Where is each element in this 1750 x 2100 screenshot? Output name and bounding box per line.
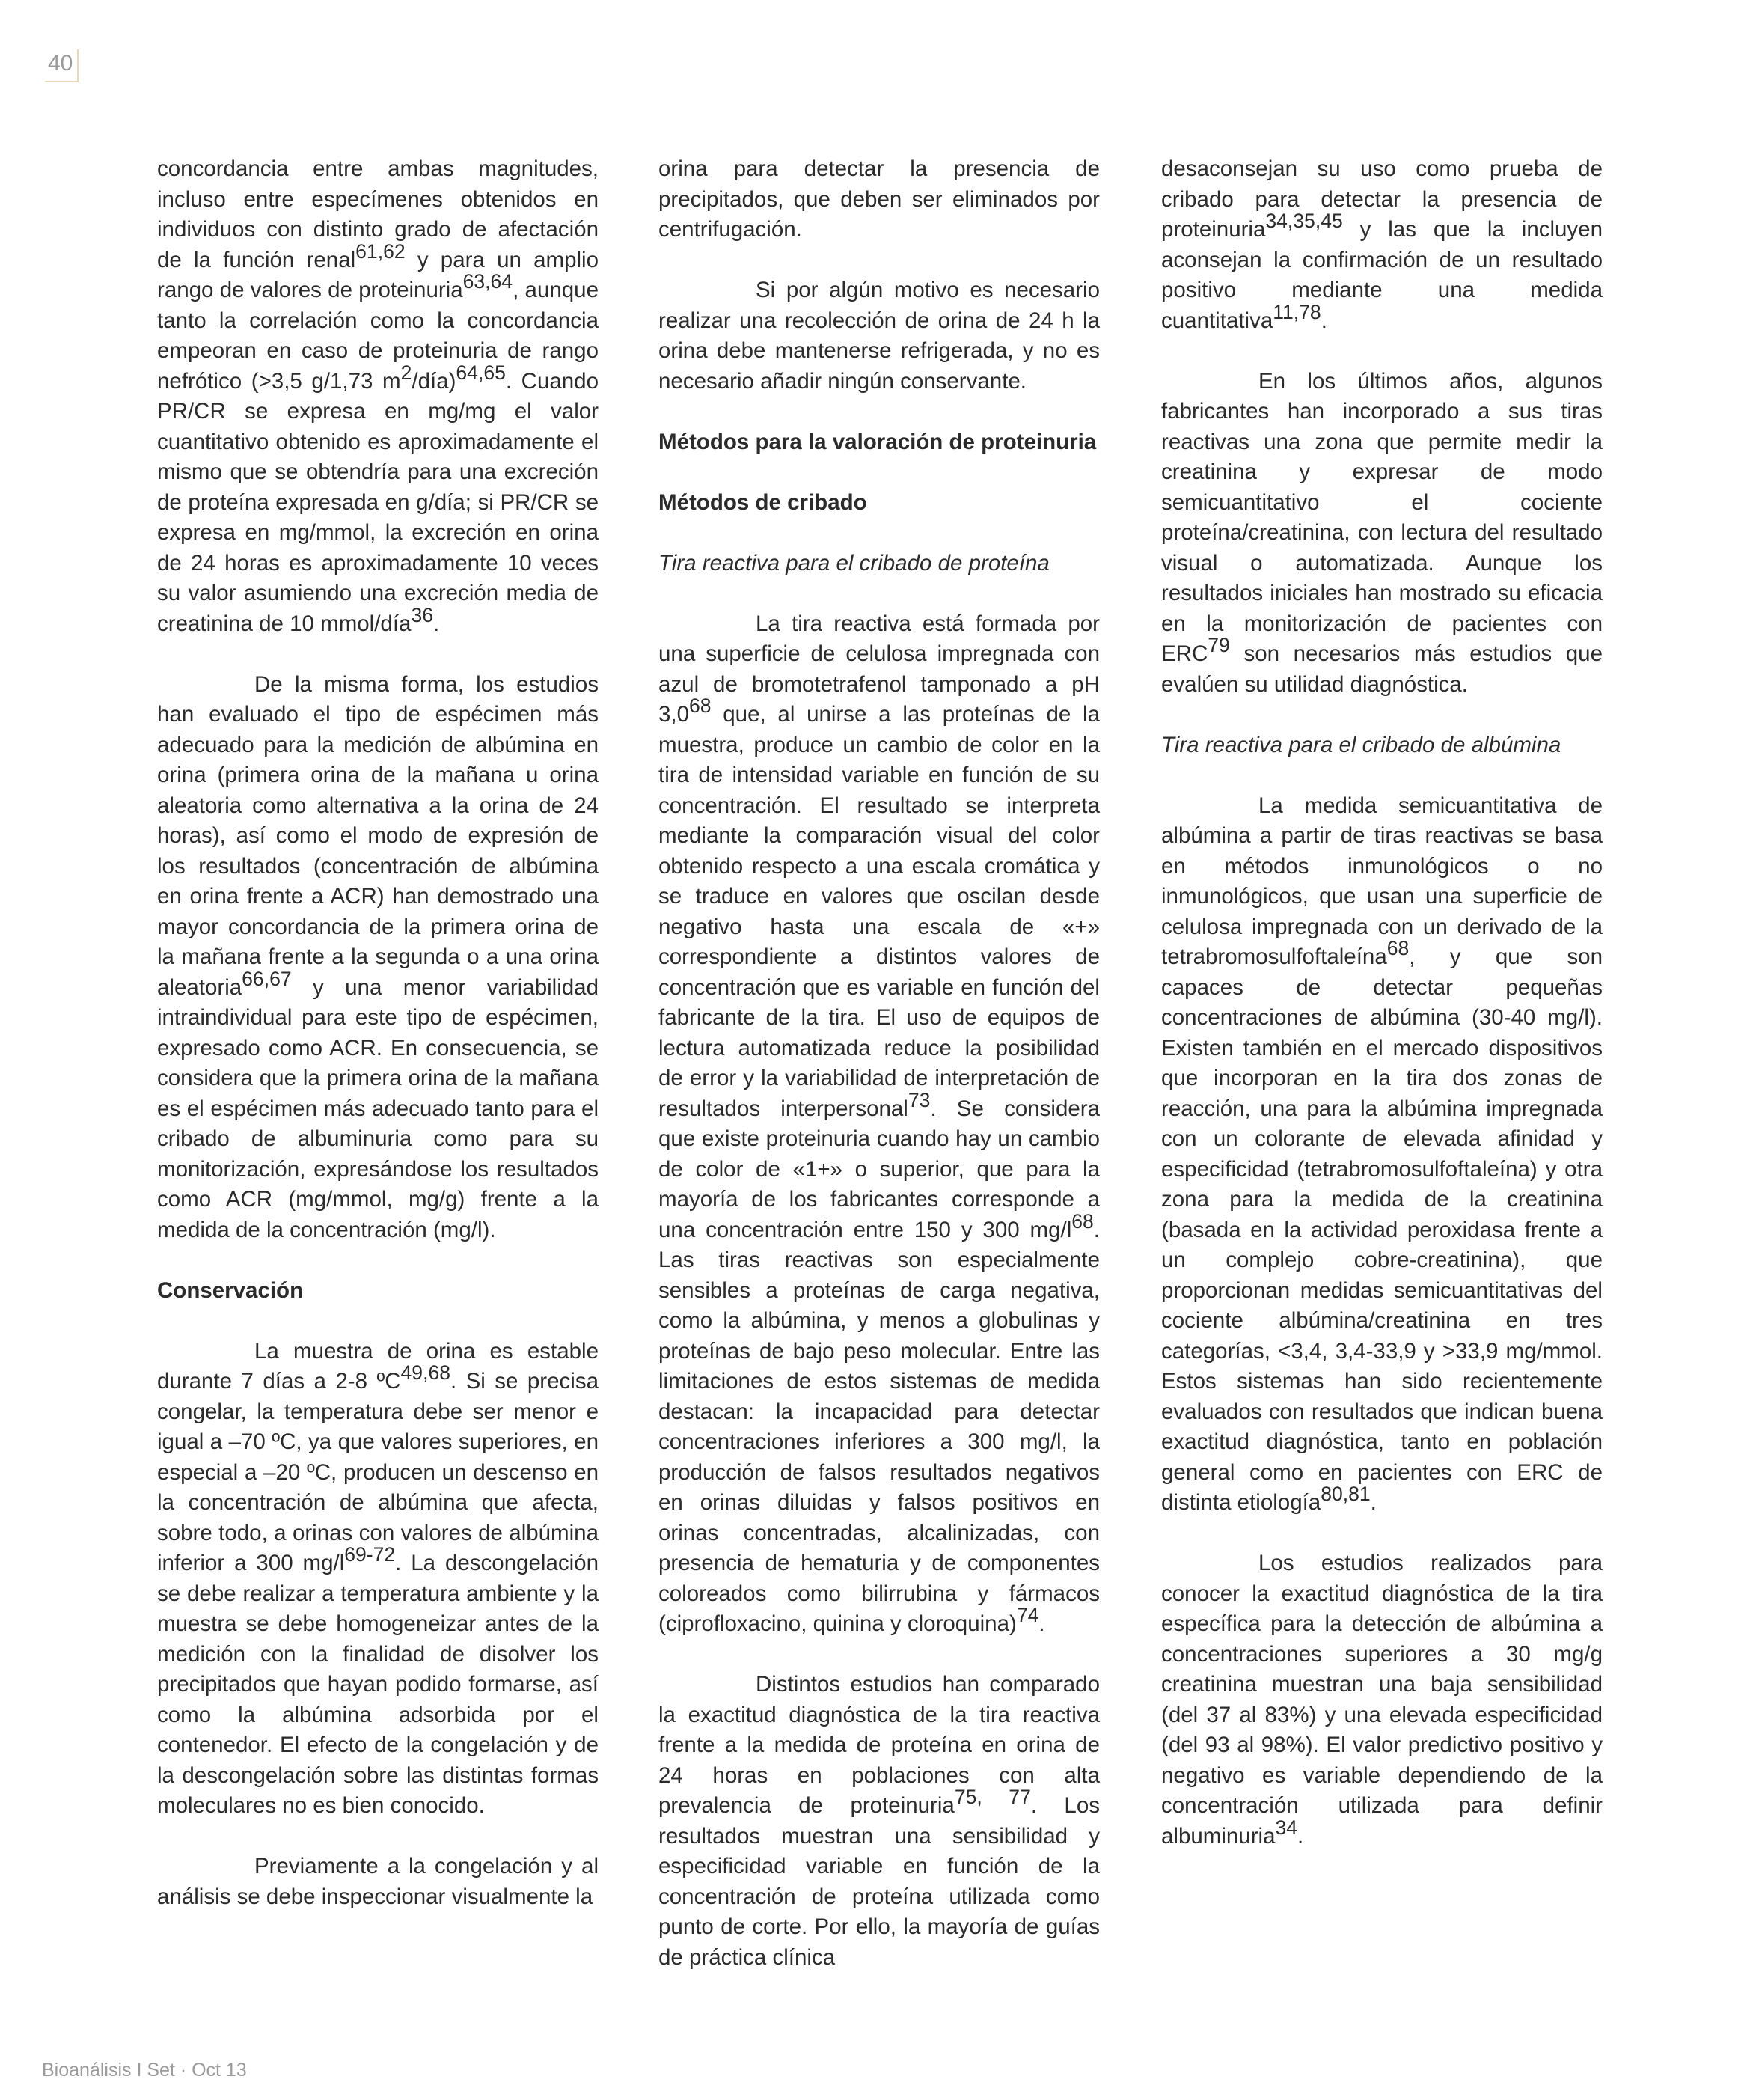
text-column-2 bbox=[658, 154, 1100, 2003]
footer-journal-info: Bioanálisis I Set · Oct 13 bbox=[42, 2060, 247, 2081]
paragraph: Los estudios realizados para conocer la exactitud diagnóstica de la tira específica para la detección de albúmina a concentraciones superiores a 30 mg/g creatinina muestran una baja sensibilidad (del 37 al 83%) y una elevada especificidad (del 93 al 98%). El valor predictivo positivo y negativo es variable dependiendo de la concentración utilizada para definir albuminuria$^{34}$. bbox=[1161, 1551, 1603, 1849]
citation: 36 bbox=[411, 603, 433, 626]
citation: 63,64 bbox=[462, 270, 513, 293]
paragraph: La muestra de orina es estable durante 7 días a 2-8 ºC$^{49,68}$. Si se precisa congelar, la temperatura debe ser menor e igual a –70 ºC, ya que valores superiores, en especial a –20 ºC, producen un descenso en la concentración de albúmina que afecta, sobre todo, a orinas con valores de albúmina inferior a 300 $mg/l^{69-72}$. La descongelación se debe realizar a temperatura ambiente y la muestra se debe homogeneizar antes de la medición con la finalidad de disolver los precipitados que hayan podido formarse, así como la albúmina adsorbida por el contenedor. El efecto de la congelación y de la descongelación sobre las distintas formas moleculares no es bien conocido. bbox=[157, 1338, 599, 1818]
paragraph: desaconsejan su uso como prueba de cribado para detectar la presencia de proteinuria$^{34,35,45}$ y las que la incluyen aconsejan la confirmación de un resultado positivo mediante una medida cuantitativa$^{11,78}$. bbox=[1161, 156, 1603, 333]
citation: 34,35,45 bbox=[1265, 210, 1343, 233]
citation: 73 bbox=[908, 1088, 931, 1111]
citation: 68 bbox=[1071, 1209, 1094, 1233]
paragraph: De la misma forma, los estudios han evaluado el tipo de espécimen más adecuado para la medición de albúmina en orina (primera orina de la mañana u orina aleatoria como alternativa a la orina de 24 horas), así como el modo de expresión de los resultados (concentración de albúmina en orina frente a ACR) han demostrado una mayor concordancia de la primera orina de la mañana frente a la segunda o a una orina aleatoria$^{66,67}$ y una menor variabilidad intraindividual para este tipo de espécimen, expresado como ACR. En consecuencia, se considera que la primera orina de la mañana es el espécimen más adecuado tanto para el cribado de albuminuria como para su monitorización, expresándose los resultados como ACR (mg/mmol, mg/g) frente a la medida de la concentración (mg/l). bbox=[157, 671, 599, 1242]
section-heading: Conservación bbox=[157, 1278, 304, 1303]
citation: 49,68 bbox=[400, 1361, 450, 1385]
subsubsection-heading: Tira reactiva para el cribado de proteína bbox=[658, 550, 1050, 576]
text-column-1 bbox=[157, 154, 599, 1943]
superscript: 2 bbox=[400, 361, 412, 384]
paragraph: La tira reactiva está formada por una superficie de celulosa impregnada con azul de bromotetrafenol tamponado a pH $3,0^{68}$ que, al unirse a las proteínas de la muestra, produce un cambio de color en la tira de intensidad variable en función de su concentración. El resultado se interpreta mediante la comparación visual del color obtenido respecto a una escala cromática y se traduce en valores que oscilan desde negativo hasta una escala de «+» correspondiente a distintos valores de concentración que es variable en función del fabricante de la tira. El uso de equipos de lectura automatizada reduce la posibilidad de error y la variabilidad de interpretación de resultados interpersonal$^{73}$. Se considera que existe proteinuria cuando hay un cambio de color de «1+» o superior, que para la mayoría de los fabricantes corresponde a una concentración entre 150 y 300 $mg/l^{68}$. Las tiras reactivas son especialmente sensibles a proteínas de carga negativa, como la albúmina, y menos a globulinas y proteínas de bajo peso molecular. Entre las limitaciones de estos sistemas de medida destacan: la incapacidad para detectar concentraciones inferiores a 300 mg/l, la producción de falsos resultados negativos en orinas diluidas y falsos positivos en orinas concentradas, alcalinizadas, con presencia de hematuria y de componentes coloreados como bilirrubina y fármacos (ciprofloxacino, quinina y cloroquina)$^{74}$. bbox=[658, 611, 1100, 1636]
citation: 68 bbox=[689, 695, 712, 718]
page-number: 40 bbox=[45, 49, 79, 82]
citation: 66,67 bbox=[242, 967, 292, 990]
paragraph: En los últimos años, algunos fabricantes han incorporado a sus tiras reactivas una zona que permite medir la creatinina y expresar de modo semicuantitativo el cociente proteína/creatinina, con lectura del resultado visual o automatizada. Aunque los resultados iniciales han mostrado su eficacia en la monitorización de pacientes con ERC$^{79}$ son necesarios más estudios que evalúen su utilidad diagnóstica. bbox=[1161, 368, 1603, 697]
citation: 80,81 bbox=[1321, 1483, 1371, 1506]
paragraph: Si por algún motivo es necesario realizar una recolección de orina de 24 h la orina debe mantenerse refrigerada, y no es necesario añadir ningún conservante. bbox=[658, 278, 1100, 394]
section-heading: Métodos para la valoración de proteinuria bbox=[658, 429, 1097, 454]
citation: 61,62 bbox=[355, 239, 406, 263]
paragraph: concordancia entre ambas magnitudes, incluso entre especímenes obtenidos en individuos con distinto grado de afectación de la función renal$^{61,62}$ y para un amplio rango de valores de proteinuria$^{63,64}$, aunque tanto la correlación como la concordancia empeoran en caso de proteinuria de rango nefrótico (>3,5 g/1,73 $m^2/día)^{64,65}$. Cuando PR/CR se expresa en mg/mg el valor cuantitativo obtenido es aproximadamente el mismo que se obtendría para una excreción de proteína expresada en g/día; si PR/CR se expresa en mg/mmol, la excreción en orina de 24 horas es aproximadamente 10 veces su valor asumiendo una excreción media de creatinina de 10 mmol/día$^{36}$. bbox=[157, 156, 599, 636]
citation: 79 bbox=[1208, 634, 1230, 657]
citation: 68 bbox=[1386, 937, 1410, 960]
paragraph: Distintos estudios han comparado la exactitud diagnóstica de la tira reactiva frente a la medida de proteína en orina de 24 horas en poblaciones con alta prevalencia de proteinuria$^{75, 77}$. Los resultados muestran una sensibilidad y especificidad variable en función de la concentración de proteína utilizada como punto de corte. Por ello, la mayoría de guías de práctica clínica bbox=[658, 1672, 1100, 1970]
paragraph: La medida semicuantitativa de albúmina a partir de tiras reactivas se basa en métodos inmunológicos o no inmunológicos, que usan una superficie de celulosa impregnada con un derivado de la tetrabromosulfoftaleína$^{68}$, y que son capaces de detectar pequeñas concentraciones de albúmina (30-40 mg/l). Existen también en el mercado dispositivos que incorporan en la tira dos zonas de reacción, una para la albúmina impregnada con un colorante de elevada afinidad y especificidad (tetrabromosulfoftaleína) y otra zona para la medida de la creatinina (basada en la actividad peroxidasa frente a un complejo cobre-creatinina), que proporcionan medidas semicuantitativas del cociente albúmina/creatinina en tres categorías, <3,4, 3,4-33,9 y >33,9 mg/mmol. Estos sistemas han sido recientemente evaluados con resultados que indican buena exactitud diagnóstica, tanto en población general como en pacientes con ERC de distinta etiología$^{80,81}$. bbox=[1161, 793, 1603, 1515]
citation: 34 bbox=[1275, 1816, 1298, 1839]
citation: 74 bbox=[1016, 1604, 1039, 1627]
citation: 11,78 bbox=[1273, 300, 1321, 323]
subsubsection-heading: Tira reactiva para el cribado de albúmina bbox=[1161, 732, 1561, 757]
citation: 64,65 bbox=[456, 361, 506, 384]
paragraph: Previamente a la congelación y al análisis se debe inspeccionar visualmente la bbox=[157, 1854, 599, 1909]
subsection-heading: Métodos de cribado bbox=[658, 489, 867, 515]
paragraph: orina para detectar la presencia de precipitados, que deben ser eliminados por centrifugación. bbox=[658, 156, 1100, 242]
text-column-3 bbox=[1161, 154, 1603, 1882]
citation: 75, 77 bbox=[954, 1786, 1031, 1809]
citation: 69-72 bbox=[344, 1543, 396, 1566]
